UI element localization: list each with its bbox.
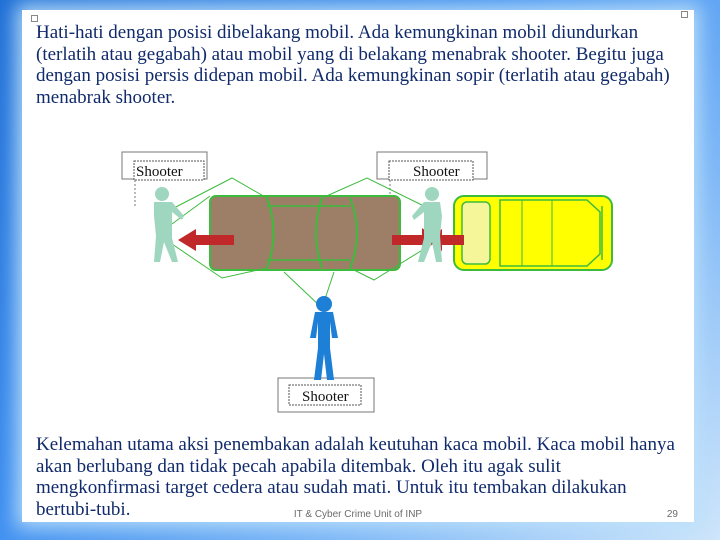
slide <box>22 10 694 522</box>
shooter-label-bottom <box>278 378 374 412</box>
shooter-label-text: Shooter <box>413 164 460 180</box>
yellow-car <box>454 196 612 270</box>
shooter-label-text: Shooter <box>302 389 349 405</box>
shooter-figure-bottom <box>310 296 338 380</box>
top-paragraph: Hati-hati dengan posisi dibelakang mobil. Ada kemungkinan mobil diundurkan (terlatih atau gegabah) atau mobil yang di belakang menabrak shooter. Begitu juga dengan posisi persis didepan mobil. Ada kemungkinan sopir (terlatih atau gegabah) menabrak shooter. <box>36 22 670 108</box>
shooter-figure-left <box>154 187 184 262</box>
page-number: 29 <box>666 509 678 520</box>
shooter-figure-right <box>412 187 442 262</box>
footer-text: IT & Cyber Crime Unit of INP <box>293 509 423 520</box>
bottom-paragraph: Kelemahan utama aksi penembakan adalah keutuhan kaca mobil. Kaca mobil hanya akan berlubang dan tidak pecah apabila ditembak. Oleh itu agak sulit mengkonfirmasi target cedera atau sudah mati. Untuk itu tembakan dilakukan bertubi-tubi. <box>36 434 675 520</box>
shooter-label-text: Shooter <box>136 164 183 180</box>
